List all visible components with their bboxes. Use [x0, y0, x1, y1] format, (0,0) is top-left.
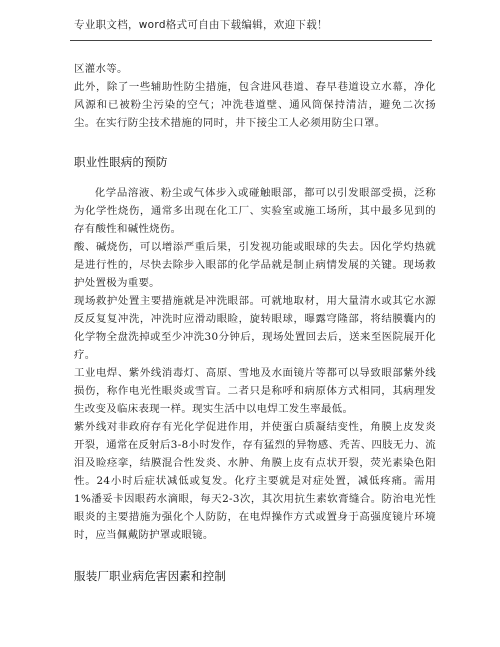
body-paragraph: 区灌水等。	[74, 63, 128, 75]
body-paragraph: 现场救护处置主要措施就是冲洗眼部。可就地取材，用大量清水或其它水源反反复复冲洗，冲洗时应滑动眼睑，旋转眼球，曝露穹隆部，将结膜囊内的化学物全盘洗掉或至少冲洗30分钟后，现场处置回去后，送来至医院展开化疗。	[74, 295, 436, 361]
body-paragraph: 工业电焊、紫外线消毒灯、高原、雪地及水面镜片等都可以导致眼部紫外线损伤，称作电光性眼炎或雪盲。二者只是称呼和病原体方式相同，其病理发生改变及临床表现一样。现实生活中以电焊工发生率最低。	[74, 367, 436, 415]
body-paragraph: 此外，除了一些辅助性防尘措施，包含进风巷道、春早巷道设立水幕，净化风源和已被粉尘污染的空气；冲洗巷道壁、通风筒保持清洁，避免二次扬尘。在实行防尘技术措施的同时，井下接尘工人必须用防尘口罩。	[74, 81, 436, 129]
page-header-text: 专业职文档，word格式可自由下载编辑，欢迎下载！	[74, 19, 328, 31]
body-paragraph: 紫外线对非政府存有光化学促进作用，并使蛋白质凝结变性，角膜上皮发炎开裂，通常在反射后3-8小时发作，存有猛烈的异物感、秃苦、四肢无力、流泪及睑痉挛，结膜混合性发炎、水肿、角膜上皮有点状开裂，荧光素染色阳性。24小时后症状减低或复发。化疗主要就是对症处置，减低疼痛。需用1%潘妥卡因眼药水滴眼，每天2-3次，其次用抗生素软膏缝合。防治电光性眼炎的主要措施为强化个人防防，在电焊操作方式或置身于高强度镜片环境时，应当佩戴防护罩或眼镜。	[74, 421, 436, 541]
section-heading-garment-factory: 服装厂职业病危害因素和控制	[74, 569, 227, 583]
header-divider	[70, 40, 432, 41]
body-paragraph: 酸、碱烧伤，可以增添严重后果，引发视功能或眼球的失去。因化学灼热就是进行性的，尽快去除步入眼部的化学品就是制止病情发展的关键。现场救护处置极为重要。	[74, 241, 436, 289]
document-body	[74, 60, 436, 584]
body-paragraph: 化学品溶液、粉尘或气体步入或碰触眼部，都可以引发眼部受损，泛称为化学性烧伤，通常多出现在化工厂、实验室或施工场所，其中最多见到的存有酸性和碱性烧伤。	[74, 187, 436, 235]
section-heading-eye-disease: 职业性眼病的预防	[74, 155, 168, 169]
